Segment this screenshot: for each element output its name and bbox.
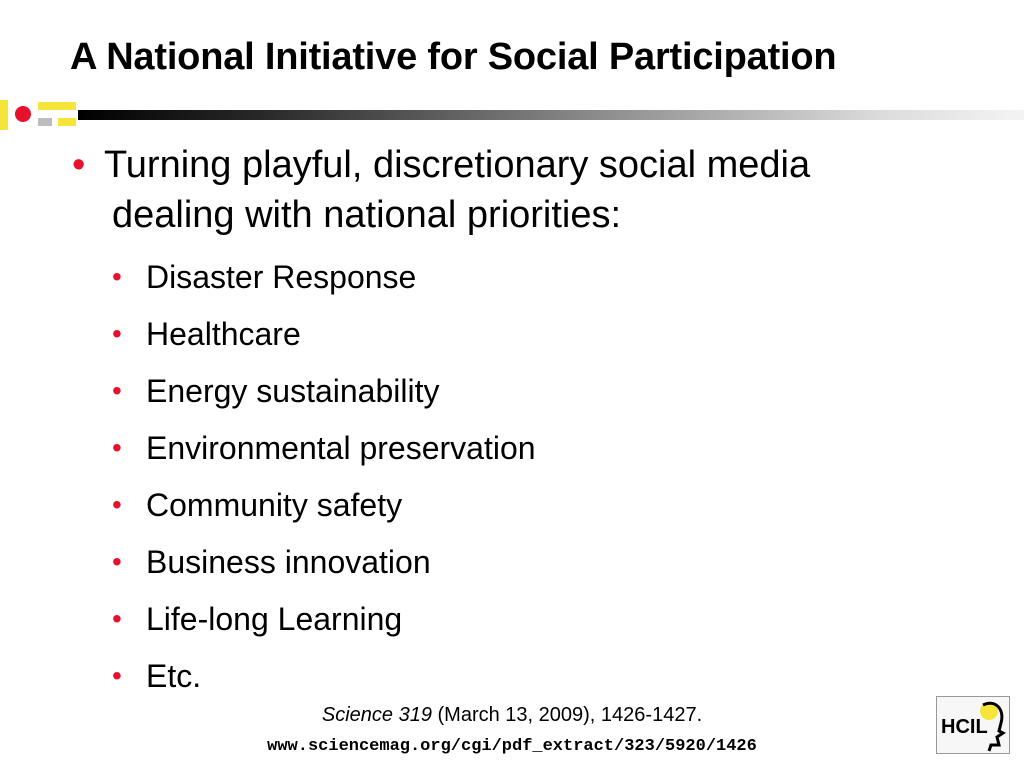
list-item-label: Etc.: [146, 658, 202, 694]
list-item-label: Energy sustainability: [146, 373, 440, 409]
gray-accent-square: [38, 118, 52, 126]
bullet-icon: •: [112, 660, 122, 691]
bullet-icon: •: [112, 318, 122, 349]
yellow-accent-bar: [0, 100, 8, 130]
bullet-icon: •: [112, 432, 122, 463]
bullet-icon: •: [112, 546, 122, 577]
slide-title: A National Initiative for Social Participation: [70, 36, 837, 78]
list-item-label: Community safety: [146, 487, 403, 523]
hcil-logo: [936, 696, 1010, 754]
red-dot-icon: [15, 106, 31, 122]
main-bullet-line1: Turning playful, discretionary social media: [104, 144, 811, 186]
main-bullet: [72, 140, 972, 240]
yellow-accent-square-2: [58, 118, 76, 126]
bullet-icon: •: [72, 144, 86, 186]
bullet-icon: •: [112, 261, 122, 292]
main-bullet-line2: dealing with national priorities:: [112, 194, 622, 236]
yellow-accent-square: [38, 102, 76, 110]
bullet-icon: •: [112, 489, 122, 520]
list-item-label: Environmental preservation: [146, 430, 536, 466]
list-item-label: Business innovation: [146, 544, 431, 580]
list-item-label: Life-long Learning: [146, 601, 403, 637]
citation-details: (March 13, 2009), 1426-1427.: [431, 704, 703, 726]
bullet-icon: •: [112, 603, 122, 634]
citation-url[interactable]: www.sciencemag.org/cgi/pdf_extract/323/5920/1426: [267, 737, 757, 756]
bullet-icon: •: [112, 375, 122, 406]
hcil-logo-icon: [937, 697, 1009, 753]
citation: [0, 704, 1024, 727]
list-item-label: Disaster Response: [146, 259, 417, 295]
citation-journal: Science 319: [321, 704, 432, 726]
list-item-label: Healthcare: [146, 316, 301, 352]
header-gradient-rule: [78, 110, 1024, 120]
svg-text:HCIL: HCIL: [941, 716, 988, 738]
